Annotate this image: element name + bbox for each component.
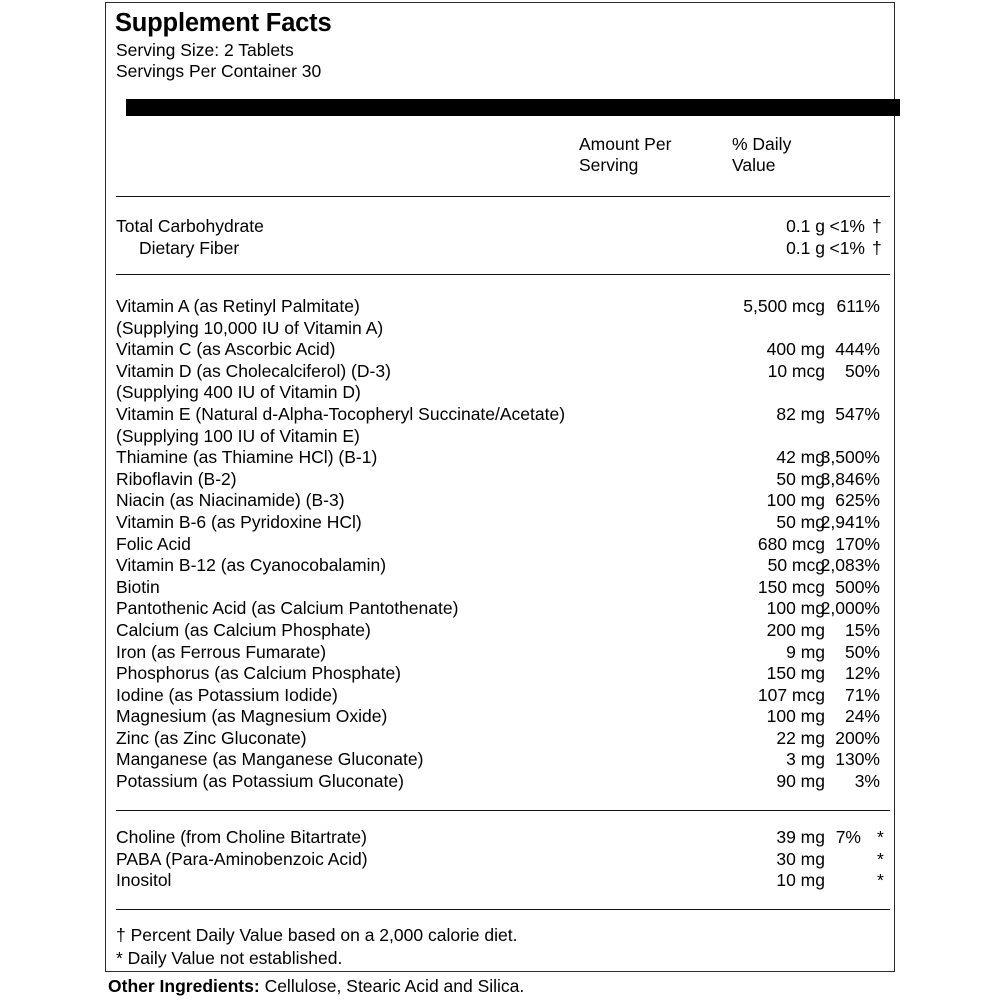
table-row xyxy=(115,706,887,728)
table-row xyxy=(115,663,887,685)
row-name: Thiamine (as Thiamine HCl) (B-1) xyxy=(116,447,378,468)
row-name: (Supplying 10,000 IU of Vitamin A) xyxy=(116,317,384,338)
row-amount-per-serving: 400 mg xyxy=(766,339,825,360)
supplement-facts-panel xyxy=(105,2,895,972)
column-header-dv-line2: Value xyxy=(732,155,776,175)
table-row xyxy=(115,849,887,871)
column-header-dv-line1: % Daily xyxy=(732,134,792,154)
table-row xyxy=(115,534,887,556)
row-daily-value: 170% xyxy=(835,533,880,554)
star-footnote-marker: * xyxy=(877,827,884,847)
row-daily-value: 7% xyxy=(835,827,861,847)
row-daily-value: 3,846% xyxy=(820,468,880,489)
table-row xyxy=(115,555,887,577)
row-amount-per-serving: 100 mg xyxy=(766,706,825,727)
row-amount-per-serving: 82 mg xyxy=(776,403,825,424)
table-row xyxy=(115,361,887,383)
row-daily-value: 2,941% xyxy=(820,511,880,532)
row-name: Choline (from Choline Bitartrate) xyxy=(116,827,367,847)
table-row xyxy=(115,598,887,620)
row-name: Inositol xyxy=(116,870,172,891)
servings-per-container-text: Servings Per Container 30 xyxy=(116,61,322,81)
table-row xyxy=(115,238,887,260)
row-amount-per-serving: 50 mg xyxy=(776,511,825,532)
row-name: Total Carbohydrate xyxy=(116,216,264,236)
row-daily-value: 625% xyxy=(835,490,880,511)
row-name: Vitamin C (as Ascorbic Acid) xyxy=(116,339,336,360)
star-footnote-marker: * xyxy=(877,870,884,891)
row-name: Vitamin B-6 (as Pyridoxine HCl) xyxy=(116,511,362,532)
row-amount-per-serving: 3 mg xyxy=(786,749,825,770)
row-amount-per-serving: 50 mcg xyxy=(767,555,825,576)
dagger-footnote-marker: † xyxy=(872,237,882,258)
table-row xyxy=(115,469,887,491)
row-name: Zinc (as Zinc Gluconate) xyxy=(116,727,307,748)
row-daily-value: 50% xyxy=(844,360,880,381)
header-black-bar xyxy=(126,99,900,116)
row-name: (Supplying 400 IU of Vitamin D) xyxy=(116,382,361,403)
row-name: Potassium (as Potassium Gluconate) xyxy=(116,771,404,792)
other-nutrient-row-group xyxy=(115,827,887,892)
page-title: Supplement Facts xyxy=(115,9,332,37)
other-ingredients-value: Cellulose, Stearic Acid and Silica. xyxy=(264,976,525,996)
carbohydrate-row-group xyxy=(115,216,887,259)
row-amount-per-serving: 50 mg xyxy=(776,468,825,489)
table-row xyxy=(115,512,887,534)
row-daily-value: 444% xyxy=(835,339,880,360)
table-row xyxy=(115,577,887,599)
table-row xyxy=(115,447,887,469)
row-amount-per-serving: 0.1 g xyxy=(786,216,825,236)
row-amount-per-serving: 39 mg xyxy=(776,827,825,847)
row-name: Vitamin A (as Retinyl Palmitate) xyxy=(116,296,360,316)
row-daily-value: 200% xyxy=(835,727,880,748)
row-amount-per-serving: 5,500 mcg xyxy=(743,296,825,316)
row-name: Vitamin D (as Cholecalciferol) (D-3) xyxy=(116,360,391,381)
row-daily-value: 611% xyxy=(836,296,880,316)
row-amount-per-serving: 90 mg xyxy=(776,771,825,792)
row-amount-per-serving: 100 mg xyxy=(766,490,825,511)
table-row xyxy=(115,771,887,793)
table-row xyxy=(115,404,887,426)
row-amount-per-serving: 9 mg xyxy=(786,641,825,662)
row-daily-value: 12% xyxy=(844,663,880,684)
table-row xyxy=(115,685,887,707)
row-amount-per-serving: 680 mcg xyxy=(757,533,825,554)
row-daily-value: 15% xyxy=(844,619,880,640)
row-name: Iron (as Ferrous Fumarate) xyxy=(116,641,327,662)
table-row xyxy=(115,426,887,448)
row-name: Pantothenic Acid (as Calcium Pantothenate) xyxy=(116,598,459,619)
table-row xyxy=(115,318,887,340)
row-amount-per-serving: 22 mg xyxy=(776,727,825,748)
serving-size-text: Serving Size: 2 Tablets xyxy=(116,40,294,60)
row-amount-per-serving: 107 mcg xyxy=(757,684,825,705)
row-daily-value: 500% xyxy=(835,576,880,597)
footnote-dagger: † Percent Daily Value based on a 2,000 calorie diet. xyxy=(116,925,518,945)
row-name: Niacin (as Niacinamide) (B-3) xyxy=(116,490,345,511)
row-name: Folic Acid xyxy=(116,533,191,554)
rule-below-carbohydrates xyxy=(116,274,890,275)
row-daily-value: 2,083% xyxy=(820,555,880,576)
row-daily-value: 50% xyxy=(844,641,880,662)
dagger-footnote-marker: † xyxy=(872,216,882,236)
row-amount-per-serving: 10 mcg xyxy=(767,360,825,381)
row-daily-value: 2,000% xyxy=(820,598,880,619)
table-row xyxy=(115,620,887,642)
row-daily-value: 547% xyxy=(835,403,880,424)
row-name: Vitamin E (Natural d-Alpha-Tocopheryl Succinate/Acetate) xyxy=(116,403,566,424)
table-row xyxy=(115,642,887,664)
row-name: Vitamin B-12 (as Cyanocobalamin) xyxy=(116,555,387,576)
row-name: Magnesium (as Magnesium Oxide) xyxy=(116,706,388,727)
table-row xyxy=(115,339,887,361)
row-amount-per-serving: 150 mg xyxy=(766,663,825,684)
footnotes xyxy=(116,924,517,970)
row-daily-value: <1% xyxy=(829,237,865,258)
table-row xyxy=(115,870,887,892)
footnote-star: * Daily Value not established. xyxy=(116,948,343,968)
row-amount-per-serving: 42 mg xyxy=(776,447,825,468)
rule-below-other-nutrients xyxy=(116,909,890,910)
row-name: Riboflavin (B-2) xyxy=(116,468,237,489)
row-name: Calcium (as Calcium Phosphate) xyxy=(116,619,371,640)
table-row xyxy=(115,749,887,771)
rule-below-nutrients xyxy=(116,810,890,811)
table-row xyxy=(115,216,887,238)
row-name: Manganese (as Manganese Gluconate) xyxy=(116,749,424,770)
table-row xyxy=(115,382,887,404)
row-daily-value: <1% xyxy=(829,216,865,236)
table-row xyxy=(115,490,887,512)
row-daily-value: 24% xyxy=(844,706,880,727)
row-name: Iodine (as Potassium Iodide) xyxy=(116,684,338,705)
row-name: Dietary Fiber xyxy=(139,237,240,258)
row-amount-per-serving: 0.1 g xyxy=(786,237,825,258)
column-header-amount-per-serving xyxy=(579,134,671,176)
other-ingredients xyxy=(108,976,524,997)
column-header-amount-line1: Amount Per xyxy=(579,134,672,154)
row-daily-value: 3% xyxy=(854,771,880,792)
row-amount-per-serving: 10 mg xyxy=(776,870,825,891)
other-ingredients-label: Other Ingredients: xyxy=(108,976,260,996)
star-footnote-marker: * xyxy=(877,848,884,869)
row-name: Phosphorus (as Calcium Phosphate) xyxy=(116,663,402,684)
row-name: PABA (Para-Aminobenzoic Acid) xyxy=(116,848,368,869)
row-name: Biotin xyxy=(116,576,160,597)
table-row xyxy=(115,827,887,849)
row-amount-per-serving: 100 mg xyxy=(766,598,825,619)
table-row xyxy=(115,728,887,750)
row-amount-per-serving: 30 mg xyxy=(776,848,825,869)
rule-below-column-headers xyxy=(116,196,890,197)
column-header-daily-value xyxy=(732,134,791,176)
table-row xyxy=(115,296,887,318)
row-daily-value: 3,500% xyxy=(820,447,880,468)
row-name: (Supplying 100 IU of Vitamin E) xyxy=(116,425,360,446)
row-daily-value: 71% xyxy=(844,684,880,705)
nutrient-row-group xyxy=(115,296,887,793)
column-header-amount-line2: Serving xyxy=(579,155,639,175)
row-daily-value: 130% xyxy=(835,749,880,770)
row-amount-per-serving: 200 mg xyxy=(766,619,825,640)
row-amount-per-serving: 150 mcg xyxy=(757,576,825,597)
